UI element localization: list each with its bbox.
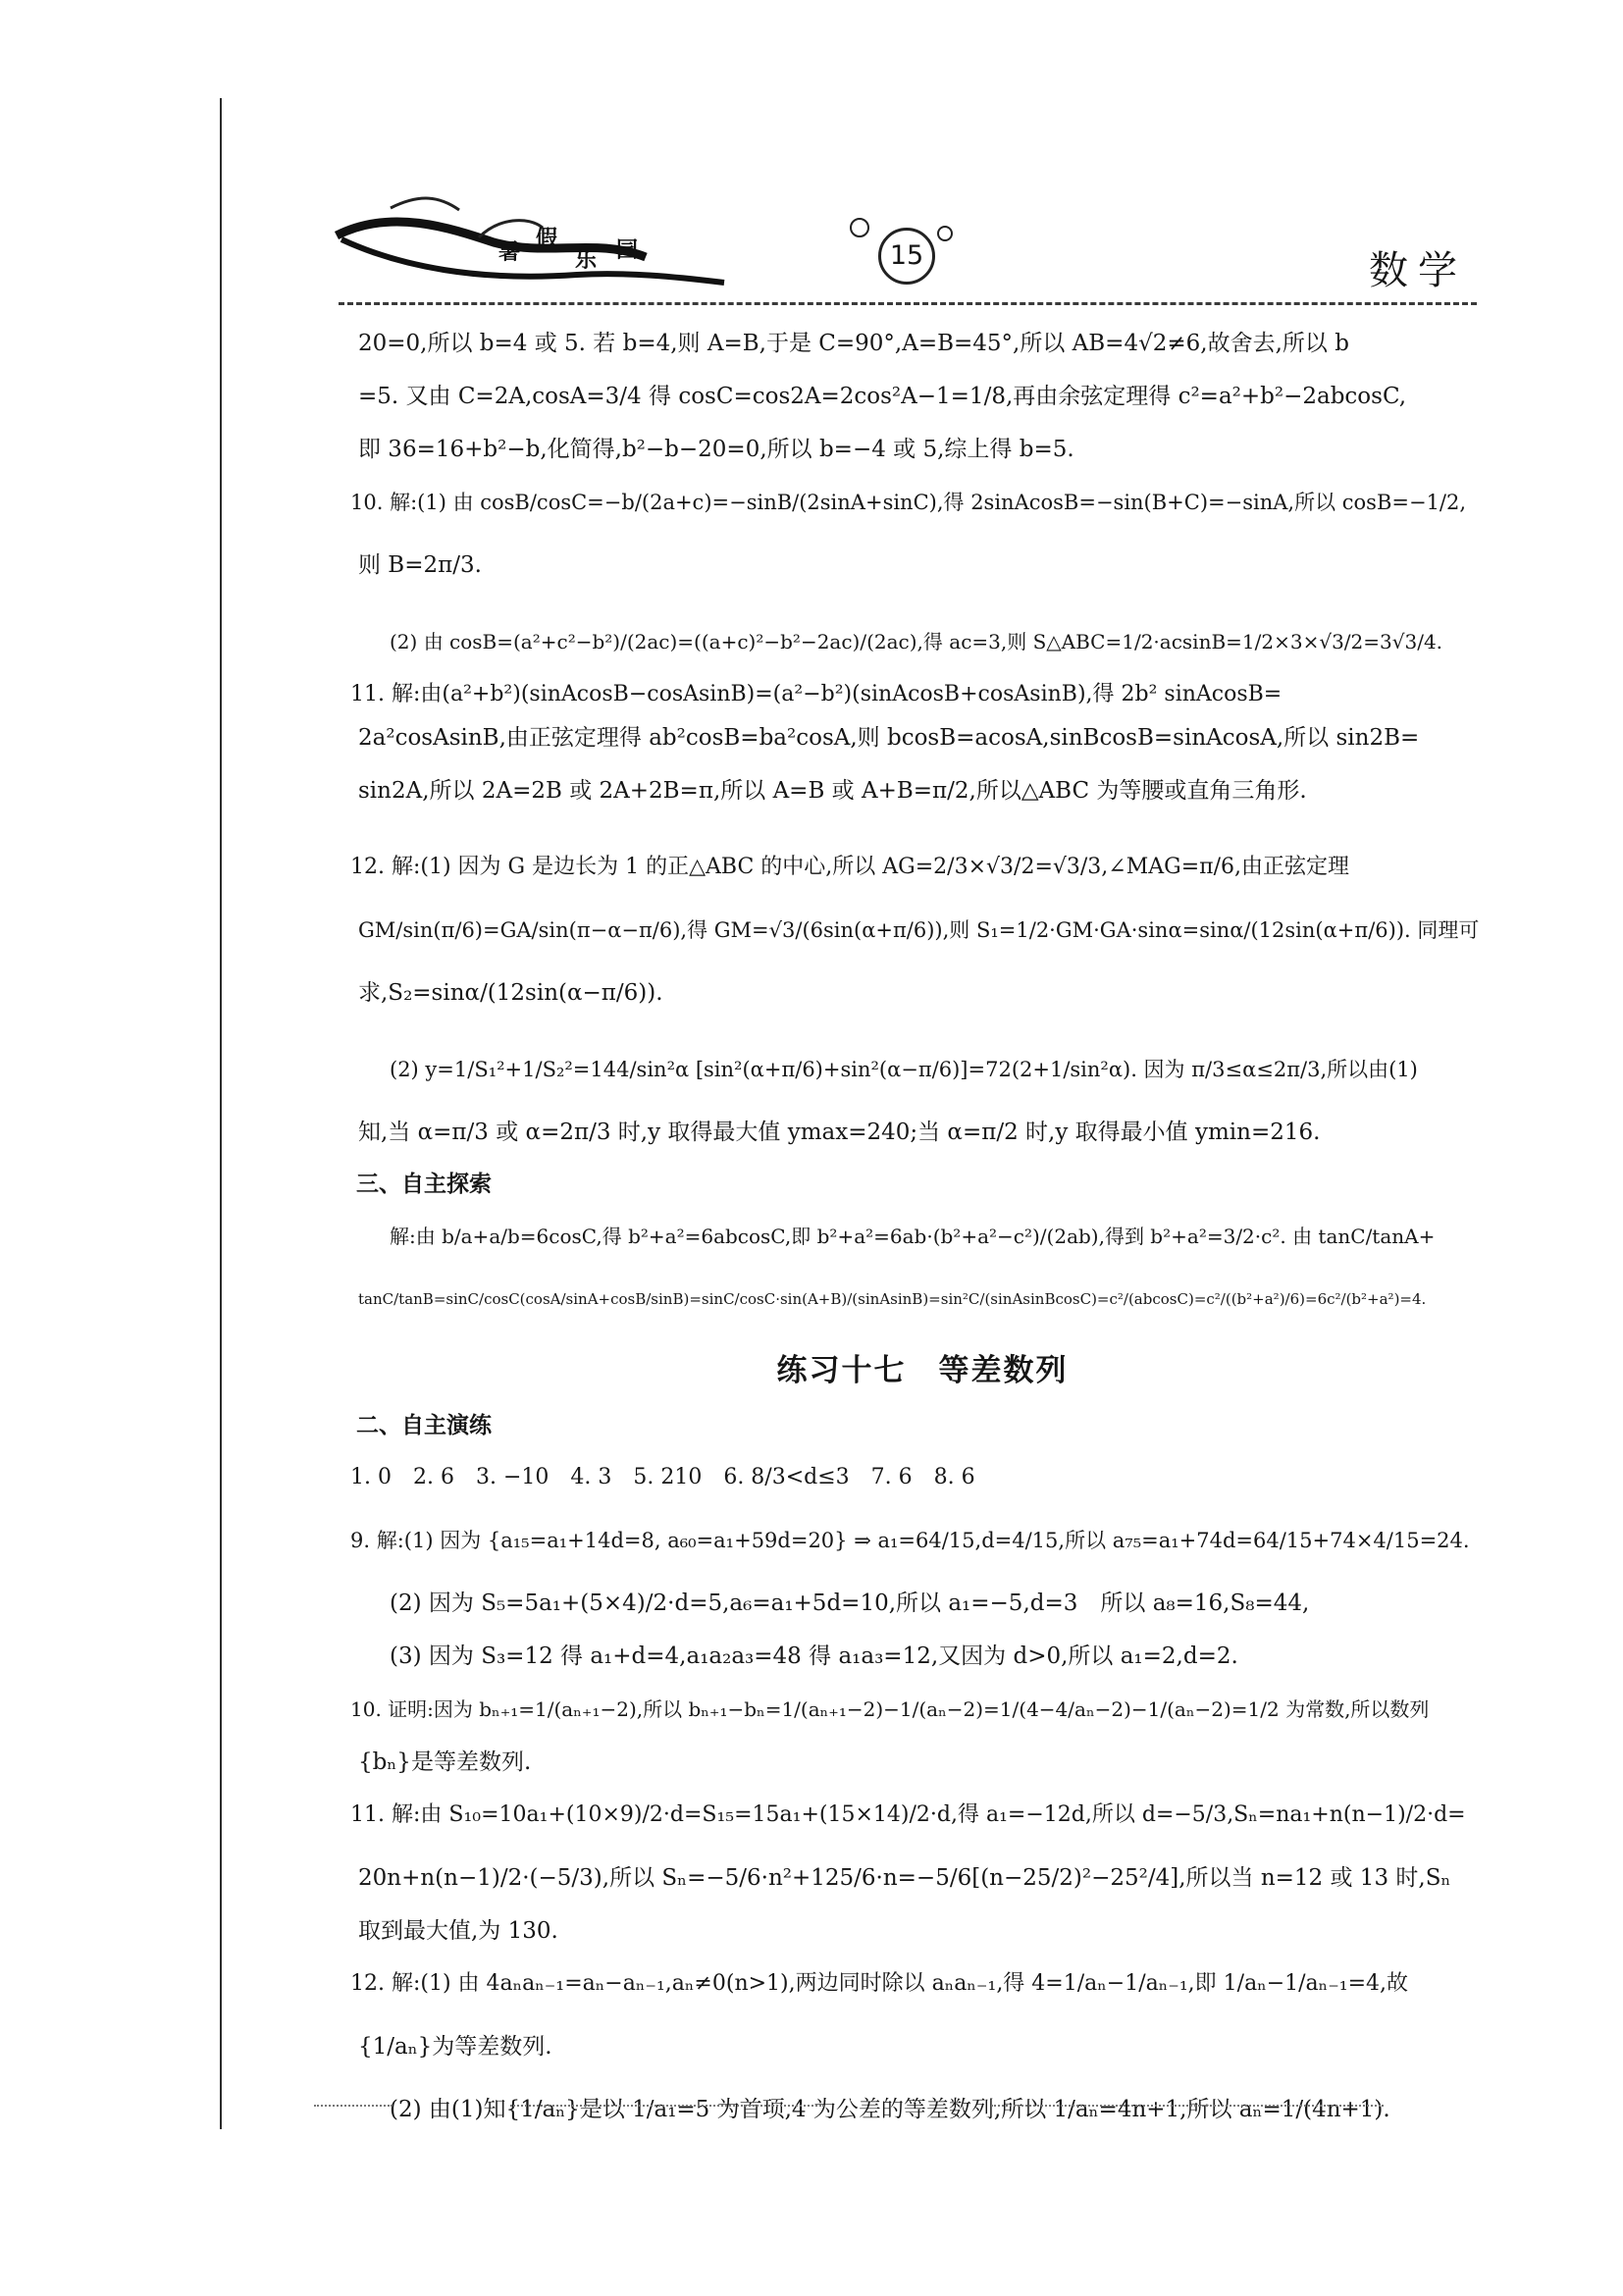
problem-11: 11. 解:由(a²+b²)(sinAcosB−cosAsinB)=(a²−b²)(sinAcosB+cosAsinB),得 2b² sinAcosB= (350, 682, 1283, 706)
text-line: 2a²cosAsinB,由正弦定理得 ab²cosB=ba²cosA,则 bcosB=acosA,sinBcosB=sinAcosA,所以 sin2B= (358, 725, 1420, 751)
svg-text:乐: 乐 (575, 247, 598, 273)
text-line: 知,当 α=π/3 或 α=2π/3 时,y 取得最大值 ymax=240;当 α=π/2 时,y 取得最小值 ymin=216. (358, 1120, 1321, 1145)
text-line: 解:由 b/a+a/b=6cosC,得 b²+a²=6abcosC,即 b²+a²=6ab·(b²+a²−c²)/(2ab),得到 b²+a²=3/2·c². 由 tanC/tanA+ (390, 1225, 1436, 1248)
text-line: 即 36=16+b²−b,化简得,b²−b−20=0,所以 b=−4 或 5,综上得 b=5. (358, 437, 1074, 462)
text-line: tanC/tanB=sinC/cosC(cosA/sinA+cosB/sinB)=sinC/cosC·sin(A+B)/(sinAsinB)=sin²C/(sinAsinBcosC)=c²/(abcosC)=c²/((b²+a²)/6)=6c²/(b²+a²)=4. (358, 1290, 1427, 1308)
short-answers: 1. 0 2. 6 3. −10 4. 3 5. 210 6. 8/3<d≤3 7. 6 8. 6 (350, 1465, 975, 1489)
text-line: 取到最大值,为 130. (358, 1918, 558, 1944)
text-line: {1/aₙ}为等差数列. (358, 2034, 552, 2060)
text-line: (2) y=1/S₁²+1/S₂²=144/sin²α [sin²(α+π/6)+sin²(α−π/6)]=72(2+1/sin²α). 因为 π/3≤α≤2π/3,所以由(1) (390, 1058, 1418, 1081)
header-divider (339, 302, 1477, 305)
text-line: =5. 又由 C=2A,cosA=3/4 得 cosC=cos2A=2cos²A−1=1/8,再由余弦定理得 c²=a²+b²−2abcosC, (358, 384, 1407, 409)
problem-9: 9. 解:(1) 因为 {a₁₅=a₁+14d=8, a₆₀=a₁+59d=20} ⇒ a₁=64/15,d=4/15,所以 a₇₅=a₁+74d=64/15+74×4/15=24. (350, 1529, 1470, 1552)
text-line: (2) 由 cosB=(a²+c²−b²)/(2ac)=((a+c)²−b²−2ac)/(2ac),得 ac=3,则 S△ABC=1/2·acsinB=1/2×3×√3/2=3√3/4. (390, 630, 1443, 653)
footer-mark (510, 2105, 824, 2107)
problem-10-seq: 10. 证明:因为 bₙ₊₁=1/(aₙ₊₁−2),所以 bₙ₊₁−bₙ=1/(aₙ₊₁−2)−1/(aₙ−2)=1/(4−4/aₙ−2)−1/(aₙ−2)=1/2 为常数,所以数列 (350, 1697, 1430, 1721)
problem-10: 10. 解:(1) 由 cosB/cosC=−b/(2a+c)=−sinB/(2sinA+sinC),得 2sinAcosB=−sin(B+C)=−sinA,所以 cosB=−1/2, (350, 491, 1467, 514)
problem-12-seq: 12. 解:(1) 由 4aₙaₙ₋₁=aₙ−aₙ₋₁,aₙ≠0(n>1),两边同时除以 aₙaₙ₋₁,得 4=1/aₙ−1/aₙ₋₁,即 1/aₙ−1/aₙ₋₁=4,故 (350, 1971, 1409, 1996)
answer-body (350, 322, 1487, 2141)
text-line: 求,S₂=sinα/(12sin(α−π/6)). (358, 980, 663, 1006)
problem-12: 12. 解:(1) 因为 G 是边长为 1 的正△ABC 的中心,所以 AG=2/3×√3/2=√3/3,∠MAG=π/6,由正弦定理 (350, 855, 1350, 879)
text-line: {bₙ}是等差数列. (358, 1749, 532, 1775)
text-line: 20=0,所以 b=4 或 5. 若 b=4,则 A=B,于是 C=90°,A=B=45°,所以 AB=4√2≠6,故舍去,所以 b (358, 331, 1349, 356)
text-line: (2) 因为 S₅=5a₁+(5×4)/2·d=5,a₆=a₁+5d=10,所以 a₁=−5,d=3 所以 a₈=16,S₈=44, (390, 1591, 1310, 1616)
text-line: 则 B=2π/3. (358, 552, 482, 578)
binding-line (220, 98, 222, 2129)
text-line: sin2A,所以 2A=2B 或 2A+2B=π,所以 A=B 或 A+B=π/2,所以△ABC 为等腰或直角三角形. (358, 778, 1307, 804)
problem-11-seq: 11. 解:由 S₁₀=10a₁+(10×9)/2·d=S₁₅=15a₁+(15×14)/2·d,得 a₁=−12d,所以 d=−5/3,Sₙ=na₁+n(n−1)/2·d= (350, 1802, 1466, 1827)
bubble-icon (937, 226, 953, 241)
svg-text:园: 园 (616, 237, 639, 263)
exercise-title: 练习十七 等差数列 (776, 1353, 1069, 1388)
section-heading: 三、自主探索 (356, 1172, 492, 1197)
svg-text:暑: 暑 (498, 239, 521, 265)
text-line: (2) 由(1)知{1/aₙ}是以 1/a₁=5 为首项,4 为公差的等差数列,所以 1/aₙ=4n+1,所以 aₙ=1/(4n+1). (390, 2097, 1390, 2122)
footer-mark (314, 2105, 393, 2107)
section-heading: 二、自主演练 (356, 1413, 492, 1438)
footer-mark (991, 2105, 1384, 2107)
text-line: (3) 因为 S₃=12 得 a₁+d=4,a₁a₂a₃=48 得 a₁a₃=12,又因为 d>0,所以 a₁=2,d=2. (390, 1644, 1238, 1669)
page-number: 15 (878, 228, 935, 285)
text-line: 20n+n(n−1)/2·(−5/3),所以 Sₙ=−5/6·n²+125/6·n=−5/6[(n−25/2)²−25²/4],所以当 n=12 或 13 时,Sₙ (358, 1865, 1451, 1891)
svg-text:假: 假 (536, 226, 558, 251)
bubble-icon (850, 218, 869, 237)
text-line: GM/sin(π/6)=GA/sin(π−α−π/6),得 GM=√3/(6sin(α+π/6)),则 S₁=1/2·GM·GA·sinα=sinα/(12sin(α+π/6)). 同理可 (358, 918, 1480, 942)
logo (332, 188, 744, 302)
subject-title: 数学 (1369, 248, 1467, 293)
